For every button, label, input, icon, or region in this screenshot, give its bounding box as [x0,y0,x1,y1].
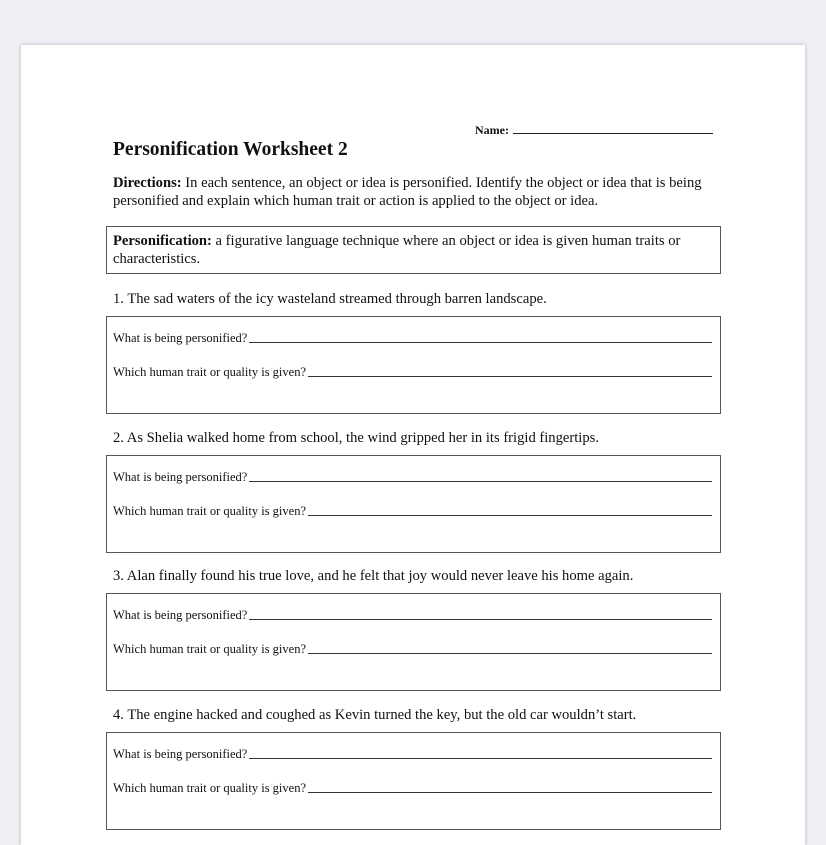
answer-line[interactable] [249,758,712,759]
answer-line[interactable] [249,481,712,482]
directions [113,174,723,210]
question-text: 4. The engine hacked and coughed as Kevin turned the key, but the old car wouldn’t start. [113,707,637,723]
name-field[interactable] [475,122,713,138]
prompt-trait: Which human trait or quality is given? [113,365,307,379]
prompt-trait: Which human trait or quality is given? [113,504,307,518]
answer-line[interactable] [308,792,712,793]
name-label: Name: [475,123,509,137]
answer-trait[interactable] [113,642,712,657]
answer-trait[interactable] [113,365,712,380]
directions-text: In each sentence, an object or idea is personified. Identify the object or idea that is being personified and explain which human trait or action is applied to the object or idea. [113,175,702,209]
answer-personified[interactable] [113,470,712,485]
directions-label: Directions: [113,175,182,191]
answer-box [106,316,721,414]
prompt-trait: Which human trait or quality is given? [113,642,307,656]
answer-trait[interactable] [113,781,712,796]
page-title: Personification Worksheet 2 [113,139,348,160]
question-text: 2. As Shelia walked home from school, the wind gripped her in its frigid fingertips. [113,430,599,446]
answer-line[interactable] [249,619,712,620]
answer-personified[interactable] [113,331,712,346]
answer-box [106,732,721,830]
prompt-personified: What is being personified? [113,608,248,622]
prompt-trait: Which human trait or quality is given? [113,781,307,795]
answer-line[interactable] [308,376,712,377]
question-text: 1. The sad waters of the icy wasteland streamed through barren landscape. [113,291,547,307]
answer-personified[interactable] [113,747,712,762]
answer-line[interactable] [308,515,712,516]
prompt-personified: What is being personified? [113,470,248,484]
answer-line[interactable] [308,653,712,654]
question-text: 3. Alan finally found his true love, and he felt that joy would never leave his home again. [113,568,634,584]
definition-box [106,226,721,274]
definition-text: a figurative language technique where an object or idea is given human traits or characteristics. [113,233,681,267]
answer-box [106,455,721,553]
answer-box [106,593,721,691]
answer-personified[interactable] [113,608,712,623]
worksheet-page [21,45,805,845]
answer-line[interactable] [249,342,712,343]
answer-trait[interactable] [113,504,712,519]
prompt-personified: What is being personified? [113,747,248,761]
prompt-personified: What is being personified? [113,331,248,345]
name-blank[interactable] [513,122,713,134]
definition-label: Personification: [113,233,212,249]
